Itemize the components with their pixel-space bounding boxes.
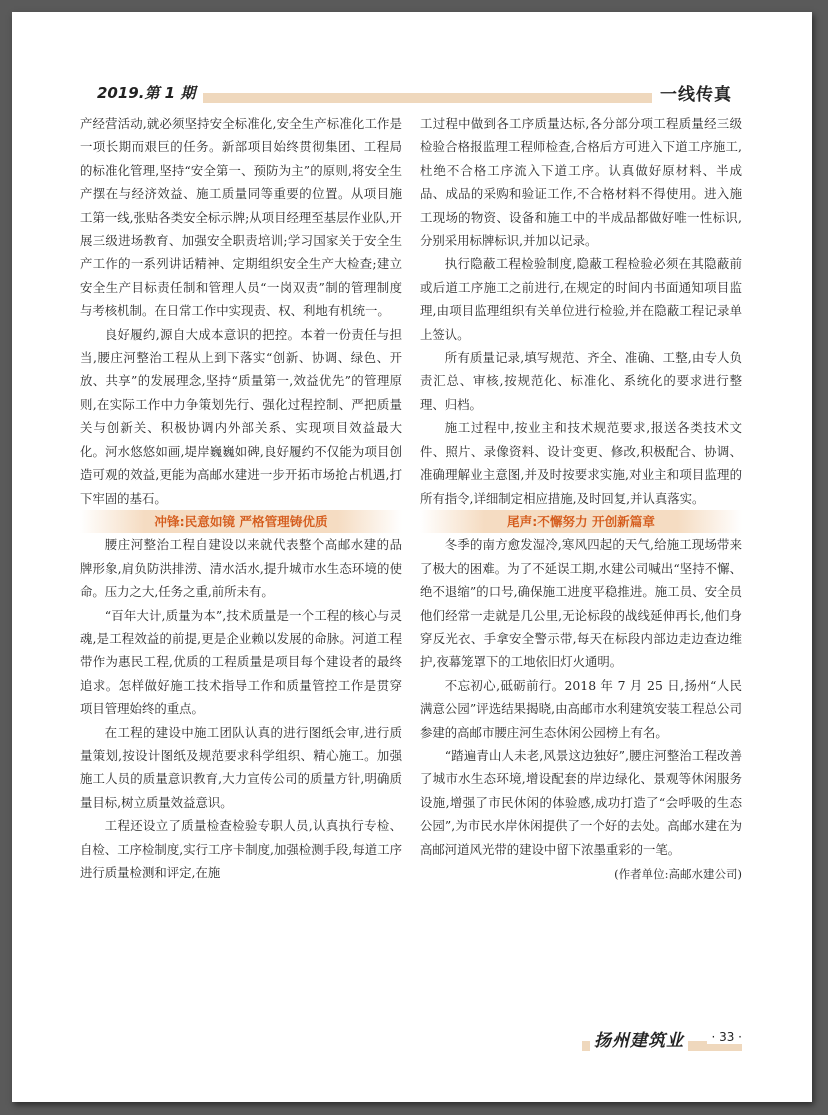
right-column <box>420 112 742 886</box>
paragraph: “踏遍青山人未老,风景这边独好”,腰庄河整治工程改善了城市水生态环境,增设配套的岸边绿化、景观等休闲服务设施,增强了市民休闲的体验感,成功打造了“会呼吸的生态公园”,为市民水岸休闲提供了一个好的去处。高邮水建在为高邮河道风光带的建设中留下浓墨重彩的一笔。 <box>420 747 742 857</box>
paragraph: 工过程中做到各工序质量达标,各分部分项工程质量经三级检验合格报监理工程师检查,合格后方可进入下道工序施工,杜绝不合格工序流入下道工序。认真做好原材料、半成品、成品的采购和验证工作,不合格材料不得使用。进入施工现场的物资、设备和施工中的半成品都做好唯一性标识,分别采用标牌标识,并加以记录。 <box>420 116 742 249</box>
left-column <box>80 112 402 884</box>
paragraph: 腰庄河整治工程自建设以来就代表整个高邮水建的品牌形象,肩负防洪排涝、清水活水,提升城市水生态环境的使命。压力之大,任务之重,前所未有。 <box>80 537 402 600</box>
author-note: (作者单位:高邮水建公司) <box>614 867 742 881</box>
issue-label: 2019.第 1 期 <box>97 82 203 103</box>
paragraph: 不忘初心,砥砺前行。2018 年 7 月 25 日,扬州“人民满意公园”评选结果揭晓,由高邮市水利建筑安装工程总公司参建的高邮市腰庄河生态休闲公园榜上有名。 <box>420 677 742 740</box>
section-title: 一线传真 <box>652 80 732 105</box>
magazine-logo: 扬州建筑业 <box>590 1026 688 1051</box>
paragraph: 工程还设立了质量检查检验专职人员,认真执行专检、自检、工序检制度,实行工序卡制度,加强检测手段,每道工序进行质量检测和评定,在施 <box>80 818 402 880</box>
paragraph: “百年大计,质量为本”,技术质量是一个工程的核心与灵魂,是工程效益的前提,更是企业赖以发展的命脉。河道工程带作为惠民工程,优质的工程质量是项目每个建设者的最终追求。怎样做好施工技术指导工作和质量管控工作是贯穿项目管理始终的重点。 <box>80 607 402 717</box>
section-heading: 尾声:不懈努力 开创新篇章 <box>420 510 742 533</box>
paragraph: 产经营活动,就必须坚持安全标准化,安全生产标准化工作是一项长期而艰巨的任务。新部项目始终贯彻集团、工程局的标准化管理,坚持“安全第一、预防为主”的原则,将安全生产摆在与经济效益、施工质量同等重要的位置。从项目施工第一线,张贴各类安全标示牌;从项目经理至基层作业队,开展三级进场教育、加强安全职责培训;学习国家关于安全生产工作的一系列讲话精神、定期组织安全生产大检查;建立安全生产目标责任制和管理人员“一岗双责”制的管理制度与考核机制。在日常工作中实现责、权、利地有机统一。 <box>80 116 402 319</box>
page-header <box>97 82 732 106</box>
paragraph: 施工过程中,按业主和技术规范要求,报送各类技术文件、照片、录像资料、设计变更、修改,积极配合、协调、准确理解业主意图,并及时按要求实施,对业主和项目监理的所有指令,详细制定相应措施,及时回复,并认真落实。 <box>420 420 742 506</box>
paragraph: 良好履约,源自大成本意识的把控。本着一份责任与担当,腰庄河整治工程从上到下落实“创新、协调、绿色、开放、共享”的发展理念,坚持“质量第一,效益优先”的管理原则,在实际工作中力争策划先行、强化过程控制、严把质量关与创新关、积极协调内外部关系、实现项目效益最大化。河水悠悠如画,堤岸巍巍如碑,良好履约不仅能为项目创造可观的效益,更能为高邮水建进一步开拓市场抢占机遇,打下牢固的基石。 <box>80 326 402 506</box>
paragraph: 在工程的建设中施工团队认真的进行图纸会审,进行质量策划,按设计图纸及规范要求科学组织、精心施工。加强施工人员的质量意识教育,大力宣传公司的质量方针,明确质量目标,树立质量效益意识。 <box>80 724 402 810</box>
paragraph: 所有质量记录,填写规范、齐全、准确、工整,由专人负责汇总、审核,按规范化、标准化、系统化的要求进行整理、归档。 <box>420 350 742 412</box>
page-footer <box>582 1024 742 1052</box>
paragraph: 冬季的南方愈发湿冷,寒风四起的天气,给施工现场带来了极大的困难。为了不延误工期,水建公司喊出“坚持不懈、绝不退缩”的口号,确保施工进度平稳推进。施工员、安全员他们经常一走就是几公里,无论标段的战线延伸再长,他们身穿反光衣、手拿安全警示带,每天在标段内部边走边查边维护,夜幕笼罩下的工地依旧灯火通明。 <box>420 537 742 670</box>
paragraph: 执行隐蔽工程检验制度,隐蔽工程检验必须在其隐蔽前或后道工序施工之前进行,在规定的时间内书面通知项目监理,由项目监理组织有关单位进行检验,并在隐蔽工程记录单上签认。 <box>420 256 742 342</box>
page-number: · 33 · <box>707 1030 742 1044</box>
magazine-page <box>12 12 812 1102</box>
section-heading: 冲锋:民意如镜 严格管理铸优质 <box>80 510 402 533</box>
